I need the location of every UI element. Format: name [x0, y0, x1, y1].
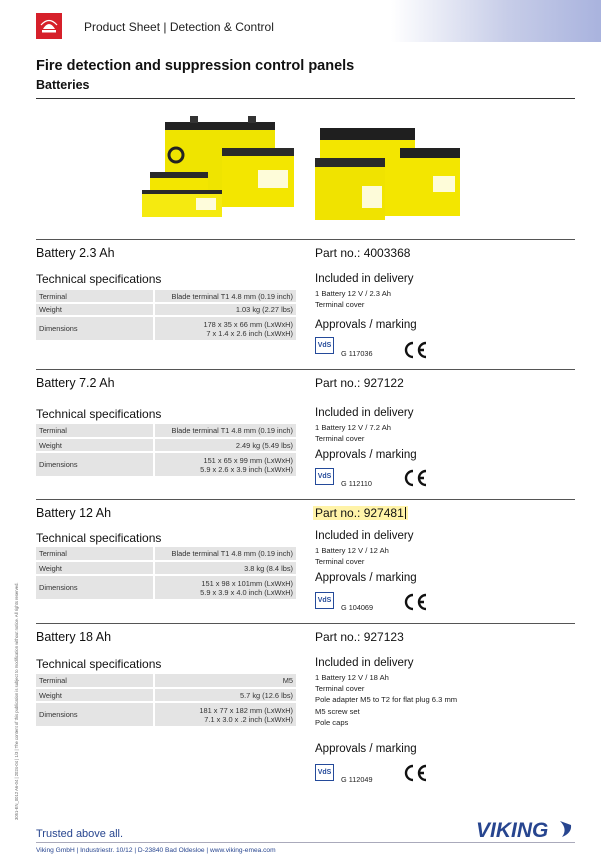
- header-title: Product Sheet | Detection & Control: [84, 20, 274, 34]
- included-title: Included in delivery: [315, 407, 414, 419]
- spec-key: Terminal: [36, 424, 154, 438]
- battery-section: [36, 239, 575, 369]
- table-row: [36, 575, 296, 600]
- spec-title: Technical specifications: [36, 272, 162, 286]
- spec-title: Technical specifications: [36, 407, 162, 421]
- spec-key: Weight: [36, 303, 154, 316]
- included-list: [315, 545, 389, 567]
- included-title: Included in delivery: [315, 530, 414, 542]
- approvals-title: Approvals / marking: [315, 572, 417, 584]
- battery-section: [36, 623, 575, 793]
- page-title: Fire detection and suppression control panels: [36, 58, 355, 74]
- vds-mark-icon: VdS: [315, 337, 334, 354]
- battery-name: Battery 18 Ah: [36, 630, 112, 644]
- spec-key: Terminal: [36, 674, 154, 688]
- part-label: Part no.:: [315, 630, 364, 644]
- battery-name: Battery 2.3 Ah: [36, 246, 115, 260]
- table-row: [36, 547, 296, 561]
- part-label: Part no.:: [315, 376, 364, 390]
- part-value: 4003368: [363, 246, 411, 260]
- viking-logo: [476, 817, 576, 841]
- vds-mark-icon: VdS: [315, 764, 334, 781]
- ce-mark-icon: [402, 764, 428, 782]
- spec-value: M5: [154, 674, 296, 688]
- spec-table: [36, 547, 296, 601]
- list-item: Terminal cover: [315, 300, 365, 310]
- section-divider: [36, 499, 575, 500]
- spec-value-imperial: 5.9 x 3.9 x 4.0 inch (LxWxH): [200, 587, 293, 597]
- list-item: 1 Battery 12 V / 2.3 Ah: [315, 289, 391, 298]
- text-cursor: [405, 507, 406, 519]
- page-header: [0, 0, 601, 48]
- table-row: [36, 561, 296, 575]
- part-number-highlighted[interactable]: [313, 506, 408, 520]
- spec-key: Dimensions: [36, 316, 154, 341]
- spec-key: Dimensions: [36, 452, 154, 477]
- table-row: [36, 316, 296, 341]
- included-list: [315, 288, 391, 310]
- included-title: Included in delivery: [315, 273, 414, 285]
- approvals-title: Approvals / marking: [315, 449, 417, 461]
- certificate-number: G 112110: [341, 479, 372, 488]
- included-list: [315, 672, 457, 728]
- battery-section: [36, 369, 575, 499]
- spec-value: 1.03 kg (2.27 lbs): [154, 303, 296, 316]
- footer-address: Viking GmbH | Industriestr. 10/12 | D-23840 Bad Oldesloe | www.viking-emea.com: [36, 847, 276, 854]
- part-number: [315, 376, 404, 390]
- spec-key: Dimensions: [36, 575, 154, 600]
- part-value: 927481: [363, 506, 404, 520]
- list-item: M5 screw set: [315, 706, 360, 716]
- batteries-product-image: [130, 110, 480, 230]
- spec-key: Weight: [36, 438, 154, 452]
- table-row: [36, 674, 296, 688]
- list-item: 1 Battery 12 V / 18 Ah: [315, 673, 389, 682]
- certificate-number: G 104069: [341, 603, 374, 612]
- vds-mark-icon: VdS: [315, 468, 334, 485]
- certificate-number: G 112049: [341, 775, 373, 784]
- table-row: [36, 452, 296, 477]
- list-item: 1 Battery 12 V / 12 Ah: [315, 546, 389, 555]
- ce-mark-icon: [402, 341, 428, 359]
- vds-mark-icon: VdS: [315, 592, 334, 609]
- spec-value-imperial: 5.9 x 2.6 x 3.9 inch (LxWxH): [200, 464, 293, 474]
- ce-mark-icon: [402, 469, 428, 487]
- footer-divider: [36, 842, 575, 843]
- ce-mark-icon: [402, 593, 428, 611]
- certificate-number: G 117036: [341, 349, 373, 358]
- spec-key: Terminal: [36, 547, 154, 561]
- spec-table: [36, 674, 296, 728]
- legal-note-text: 3051-EN_0012 A6-04 | 2024-04 | 1/3 | The content of this publication is subject to modification without notice. All rights reserved.: [14, 582, 19, 820]
- spec-value: Blade terminal T1 4.8 mm (0.19 inch): [154, 424, 296, 438]
- spec-key: Terminal: [36, 290, 154, 303]
- spec-table: [36, 290, 296, 342]
- spec-key: Weight: [36, 561, 154, 575]
- list-item: Pole caps: [315, 717, 349, 727]
- table-row: [36, 424, 296, 438]
- spec-value: 3.8 kg (8.4 lbs): [154, 561, 296, 575]
- list-item: Terminal cover: [315, 684, 365, 694]
- battery-name: Battery 12 Ah: [36, 506, 112, 520]
- list-item: Terminal cover: [315, 434, 365, 444]
- spec-value-metric: 151 x 65 x 99 mm (LxWxH): [203, 455, 293, 465]
- spec-key: Weight: [36, 688, 154, 702]
- battery-section: [36, 499, 575, 623]
- part-value: 927122: [363, 376, 404, 390]
- section-divider: [36, 239, 575, 240]
- spec-value: [154, 702, 296, 727]
- title-divider: [36, 98, 575, 99]
- part-number: [315, 246, 410, 260]
- spec-value: [154, 316, 296, 341]
- spec-title: Technical specifications: [36, 657, 162, 671]
- spec-value: 2.49 kg (5.49 lbs): [154, 438, 296, 452]
- list-item: 1 Battery 12 V / 7.2 Ah: [315, 423, 391, 432]
- part-value: 927123: [363, 630, 404, 644]
- alarm-logo-icon: [36, 13, 62, 39]
- table-row: [36, 702, 296, 727]
- section-divider: [36, 369, 575, 370]
- spec-value: Blade terminal T1 4.8 mm (0.19 inch): [154, 547, 296, 561]
- table-row: [36, 688, 296, 702]
- part-label: Part no.:: [315, 246, 364, 260]
- included-title: Included in delivery: [315, 657, 414, 669]
- table-row: [36, 438, 296, 452]
- part-label: Part no.:: [315, 506, 364, 520]
- brand-name: VIKING: [476, 819, 549, 841]
- spec-value-metric: 181 x 77 x 182 mm (LxWxH): [199, 705, 293, 715]
- approvals-title: Approvals / marking: [315, 319, 417, 331]
- list-item: Terminal cover: [315, 557, 365, 567]
- spec-title: Technical specifications: [36, 531, 162, 545]
- header-gradient: [391, 0, 601, 42]
- table-row: [36, 303, 296, 316]
- spec-table: [36, 424, 296, 478]
- spec-value: [154, 452, 296, 477]
- section-divider: [36, 623, 575, 624]
- battery-name: Battery 7.2 Ah: [36, 376, 115, 390]
- approvals-title: Approvals / marking: [315, 743, 417, 755]
- page-subtitle: Batteries: [36, 78, 90, 92]
- footer-slogan: Trusted above all.: [36, 828, 124, 840]
- included-list: [315, 422, 391, 444]
- spec-value: Blade terminal T1 4.8 mm (0.19 inch): [154, 290, 296, 303]
- spec-value-metric: 151 x 98 x 101mm (LxWxH): [201, 578, 293, 588]
- table-row: [36, 290, 296, 303]
- spec-value: 5.7 kg (12.6 lbs): [154, 688, 296, 702]
- spec-value-imperial: 7 x 1.4 x 2.6 inch (LxWxH): [206, 328, 293, 338]
- legal-note: [14, 582, 24, 820]
- list-item: Pole adapter M5 to T2 for flat plug 6.3 mm: [315, 695, 458, 705]
- spec-value-imperial: 7.1 x 3.0 x .2 inch (LxWxH): [204, 714, 293, 724]
- spec-value: [154, 575, 296, 600]
- spec-key: Dimensions: [36, 702, 154, 727]
- part-number: [315, 630, 404, 644]
- spec-value-metric: 178 x 35 x 66 mm (LxWxH): [203, 319, 293, 329]
